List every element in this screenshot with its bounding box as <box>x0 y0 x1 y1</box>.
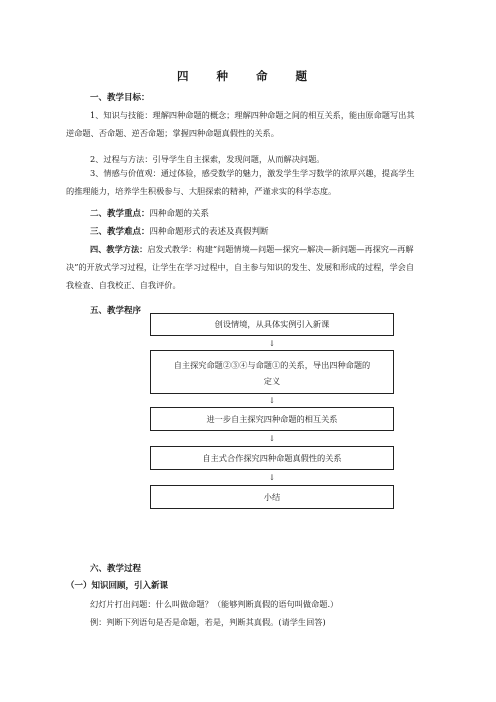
objective-process: 2、过程与方法：引导学生自主探索，发现问题，从而解决问题。 <box>90 154 325 164</box>
difficulty-heading: 三、教学难点： <box>90 227 150 237</box>
section-objectives-heading: 一、教学目标： <box>90 93 150 103</box>
section-method <box>66 240 420 294</box>
flow-step-2 <box>150 350 394 394</box>
flow-arrow-4: ↓ <box>268 473 276 482</box>
flow-step-4: 自主式合作探究四种命题真假性的关系 <box>150 446 394 470</box>
flow-arrow-3: ↓ <box>268 434 276 443</box>
process-example: 例：判断下列语句是否是命题，若是，判断其真假。(请学生回答) <box>90 617 326 627</box>
keypoint-text: 四种命题的关系 <box>149 209 210 219</box>
section-procedure-heading: 五、教学程序 <box>90 306 142 316</box>
section-difficulty <box>90 226 269 238</box>
flow-step-2-line-2: 定义 <box>263 376 281 386</box>
method-heading: 四、教学方法： <box>90 244 148 254</box>
difficulty-text: 四种命题形式的表述及真假判断 <box>149 227 269 237</box>
process-question: 幻灯片打出问题：什么叫做命题？（能够判断真假的语句叫做命题.） <box>90 599 339 609</box>
flow-arrow-1: ↓ <box>268 339 276 348</box>
process-subheading-review: （一）知识回顾，引入新课 <box>66 581 169 591</box>
section-process-heading: 六、教学过程 <box>90 564 142 574</box>
flow-step-5: 小结 <box>150 485 394 509</box>
page-title: 四 种 命 题 <box>176 69 319 83</box>
keypoint-heading: 二、教学重点： <box>90 209 150 219</box>
method-text: 启发式教学：构建“问题情境—问题—探究—解决—新问题—再探究—再解决”的开放式学习过程，让学生在学习过程中，自主参与知识的发生、发展和形成的过程，学会自我检查、自我校正、自我评价。 <box>66 244 415 290</box>
objective-emotion: 3、情感与价值观：通过体验，感受数学的魅力，激发学生学习数学的浓厚兴趣，提高学生的推理能力，培养学生积极参与、大胆探索的精神，严谨求实的科学态度。 <box>66 168 415 196</box>
flow-step-1: 创设情境，从具体实例引入新课 <box>150 313 394 336</box>
flow-step-3: 进一步自主探究四种命题的相互关系 <box>150 407 394 431</box>
section-keypoint <box>90 208 209 220</box>
flow-arrow-2: ↓ <box>268 396 276 405</box>
flow-step-2-line-1: 自主探究命题②③④与命题①的关系，导出四种命题的 <box>173 360 371 370</box>
objective-knowledge: 1、知识与技能：理解四种命题的概念；理解四种命题之间的相互关系，能由原命题写出其逆命题、否命题、逆否命题；掌握四种命题真假性的关系。 <box>66 110 415 138</box>
